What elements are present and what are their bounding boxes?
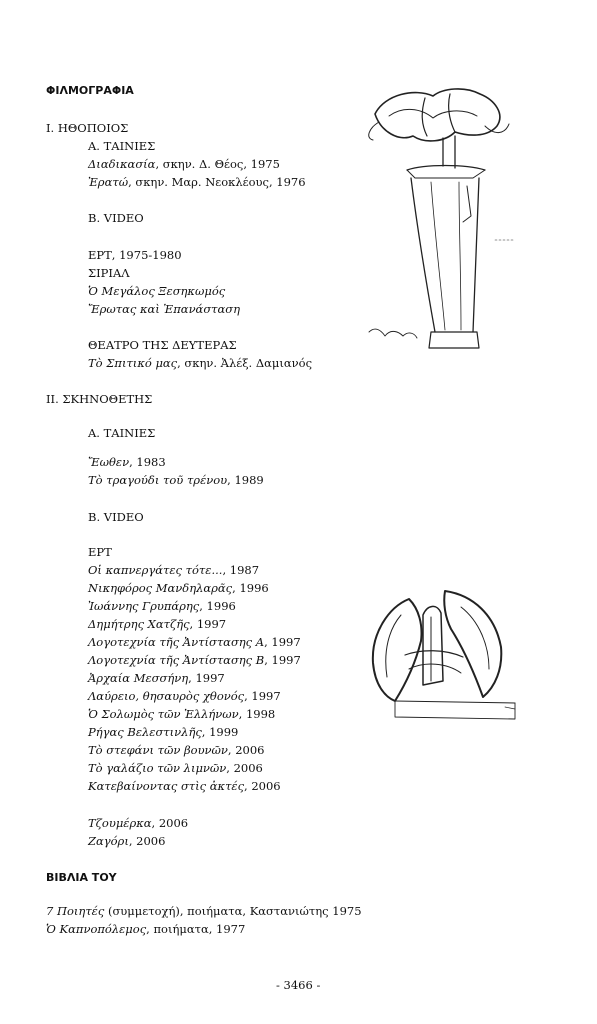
list-item: Τὸ τραγούδι τοῦ τρένου, 1989: [88, 473, 264, 487]
director-ert: ΕΡΤ: [88, 545, 112, 559]
actor-ert: ΕΡΤ, 1975-1980: [88, 248, 182, 262]
list-item: Τὸ στεφάνι τῶν βουνῶν, 2006: [88, 743, 265, 757]
list-item: Ἰωάννης Γρυπάρης, 1996: [88, 599, 236, 613]
actor-video-heading: Β. VIDEO: [88, 211, 144, 225]
actor-films-heading: Α. ΤΑΙΝΙΕΣ: [88, 139, 156, 153]
director-heading: ΙΙ. ΣΚΗΝΟΘΕΤΗΣ: [46, 392, 153, 406]
list-item: Λογοτεχνία τῆς Ἀντίστασης Β, 1997: [88, 653, 301, 667]
list-item: Ὁ Σολωμὸς τῶν Ἑλλήνων, 1998: [88, 707, 276, 721]
director-video-heading: Β. VIDEO: [88, 510, 144, 524]
list-item: Δημήτρης Χατζῆς, 1997: [88, 617, 227, 631]
sculpture-sketch-bottom: [365, 585, 525, 725]
actor-heading: Ι. ΗΘΟΠΟΙΟΣ: [46, 121, 129, 135]
list-item: Λογοτεχνία τῆς Ἀντίστασης Α, 1997: [88, 635, 301, 649]
books-heading: ΒΙΒΛΙΑ ΤΟΥ: [46, 871, 117, 884]
list-item: Ζαγόρι, 2006: [88, 834, 166, 848]
list-item: Νικηφόρος Μανδηλαρᾶς, 1996: [88, 581, 269, 595]
director-films-heading: Α. ΤΑΙΝΙΕΣ: [88, 426, 156, 440]
list-item: Κατεβαίνοντας στὶς ἀκτές, 2006: [88, 779, 281, 793]
page-number: - 3466 -: [276, 978, 321, 992]
list-item: Οἱ καπνεργάτες τότε..., 1987: [88, 563, 260, 577]
list-item: Ἔρωτας καὶ Ἐπανάσταση: [88, 302, 241, 316]
list-item: Τὸ γαλάζιο τῶν λιμνῶν, 2006: [88, 761, 263, 775]
serials-heading: ΣΙΡΙΑΛ: [88, 266, 130, 280]
list-item: Διαδικασία, σκην. Δ. Θέος, 1975: [88, 157, 280, 171]
list-item: 7 Ποιητές (συμμετοχή), ποιήματα, Καστανιώτης 1975: [46, 904, 362, 918]
list-item: Ἔωθεν, 1983: [88, 455, 166, 469]
sculpture-sketch-top: [355, 86, 530, 356]
list-item: Ἀρχαία Μεσσήνη, 1997: [88, 671, 225, 685]
list-item: Λαύρειο, θησαυρὸς χθονός, 1997: [88, 689, 281, 703]
filmography-heading: ΦΙΛΜΟΓΡΑΦΙΑ: [46, 84, 134, 97]
list-item: Ὁ Καπνοπόλεμος, ποιήματα, 1977: [46, 922, 246, 936]
list-item: Τὸ Σπιτικό μας, σκην. Ἀλέξ. Δαμιανός: [88, 356, 313, 370]
theatre-heading: ΘΕΑΤΡΟ ΤΗΣ ΔΕΥΤΕΡΑΣ: [88, 338, 237, 352]
list-item: Ὁ Μεγάλος Ξεσηκωμός: [88, 284, 226, 298]
list-item: Ἐρατώ, σκην. Μαρ. Νεοκλέους, 1976: [88, 175, 306, 189]
list-item: Τζουμέρκα, 2006: [88, 816, 189, 830]
list-item: Ρήγας Βελεστινλῆς, 1999: [88, 725, 239, 739]
